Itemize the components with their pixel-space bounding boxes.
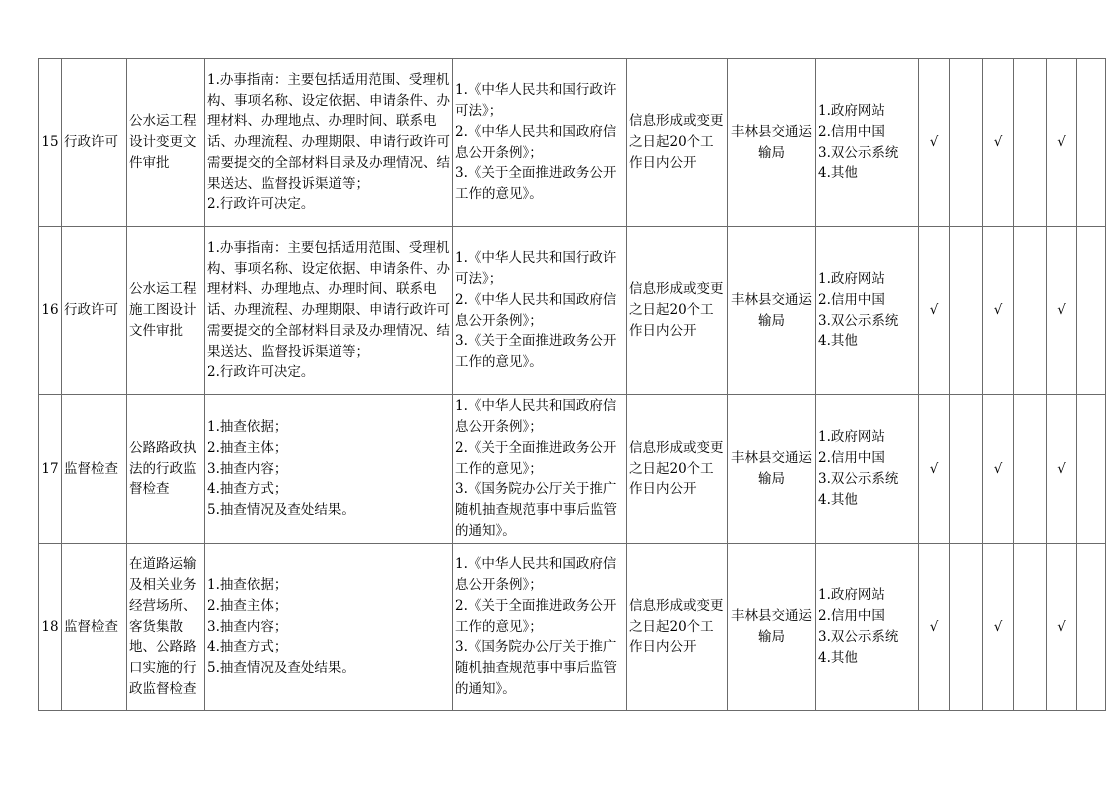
content-cell bbox=[205, 59, 453, 227]
timeline-cell bbox=[627, 59, 728, 227]
channel-line: 1.政府网站 bbox=[818, 270, 885, 287]
content-line: 2.行政许可决定。 bbox=[207, 364, 315, 381]
check-mark-cell bbox=[919, 395, 950, 544]
check-mark-cell bbox=[1077, 395, 1106, 544]
subject-cell bbox=[728, 227, 816, 395]
category-cell bbox=[62, 544, 127, 711]
channel-line: 3.双公示系统 bbox=[818, 471, 899, 487]
basis-cell bbox=[453, 59, 627, 227]
check-mark-cell bbox=[1014, 544, 1047, 711]
check-mark: √ bbox=[929, 302, 939, 319]
channels-cell bbox=[816, 544, 919, 711]
content-cell bbox=[205, 395, 453, 544]
basis-line: 1.《中华人民共和国行政许可法》； bbox=[455, 82, 617, 119]
channel-line: 3.双公示系统 bbox=[818, 144, 899, 161]
check-mark-cell bbox=[950, 395, 983, 544]
content-line: 1.办事指南：主要包括适用范围、受理机构、事项名称、设定依据、申请条件、办理材料、办理地点、办理时间、联系电话、办理流程、办理期限、申请行政许可需要提交的全部材料目录及办理情况、结果送达、监督投诉渠道等； bbox=[207, 239, 450, 360]
category-cell bbox=[62, 59, 127, 227]
channel-line: 2.信用中国 bbox=[818, 450, 885, 467]
category-text: 行政许可 bbox=[64, 302, 118, 319]
item-cell bbox=[127, 227, 205, 395]
row-number: 16 bbox=[41, 302, 59, 319]
channel-line: 3.双公示系统 bbox=[818, 629, 899, 645]
timeline-text: 信息形成或变更之日起20个工作日内公开 bbox=[629, 439, 724, 498]
channel-line: 2.信用中国 bbox=[818, 123, 885, 140]
item-name: 公路路政执法的行政监督检查 bbox=[129, 439, 197, 498]
row-number: 18 bbox=[41, 618, 59, 635]
item-cell bbox=[127, 59, 205, 227]
subject-cell bbox=[728, 59, 816, 227]
check-mark-cell bbox=[983, 544, 1014, 711]
check-mark: √ bbox=[1057, 460, 1066, 477]
check-mark-cell bbox=[1077, 59, 1106, 227]
basis-line: 2.《中华人民共和国政府信息公开条例》； bbox=[455, 291, 617, 329]
row-number-cell bbox=[39, 227, 62, 395]
row-number: 17 bbox=[41, 460, 59, 477]
channel-line: 2.信用中国 bbox=[818, 291, 885, 308]
basis-cell bbox=[453, 227, 627, 395]
content-line: 4.抽查方式； bbox=[207, 481, 288, 498]
check-mark: √ bbox=[1057, 302, 1066, 319]
content-line: 3.抽查内容； bbox=[207, 618, 288, 635]
basis-line: 1.《中华人民共和国行政许可法》； bbox=[455, 250, 617, 287]
table-row bbox=[39, 544, 1106, 711]
channel-line: 3.双公示系统 bbox=[818, 312, 899, 329]
item-cell bbox=[127, 544, 205, 711]
check-mark: √ bbox=[929, 460, 939, 477]
channel-line: 1.政府网站 bbox=[818, 587, 885, 604]
check-mark-cell bbox=[950, 544, 983, 711]
timeline-text: 信息形成或变更之日起20个工作日内公开 bbox=[629, 113, 724, 171]
channels-cell bbox=[816, 395, 919, 544]
content-line: 1.抽查依据； bbox=[207, 577, 288, 593]
channel-line: 4.其他 bbox=[818, 333, 858, 350]
basis-line: 2.《中华人民共和国政府信息公开条例》； bbox=[455, 123, 617, 161]
basis-cell bbox=[453, 544, 627, 711]
check-mark: √ bbox=[993, 134, 1003, 151]
category-cell bbox=[62, 395, 127, 544]
content-line: 2.抽查主体； bbox=[207, 597, 288, 614]
timeline-cell bbox=[627, 395, 728, 544]
check-mark-cell bbox=[1014, 395, 1047, 544]
content-line: 1.抽查依据； bbox=[207, 419, 288, 435]
row-number-cell bbox=[39, 544, 62, 711]
channel-line: 1.政府网站 bbox=[818, 102, 885, 119]
row-number-cell bbox=[39, 395, 62, 544]
subject-text: 丰林县交通运输局 bbox=[731, 291, 812, 329]
check-mark-cell bbox=[1047, 544, 1077, 711]
basis-line: 3.《关于全面推进政务公开工作的意见》。 bbox=[455, 333, 617, 371]
item-cell bbox=[127, 395, 205, 544]
check-mark: √ bbox=[993, 302, 1003, 319]
table-row bbox=[39, 395, 1106, 544]
basis-line: 3.《国务院办公厅关于推广随机抽查规范事中事后监管的通知》。 bbox=[455, 481, 617, 539]
check-mark-cell bbox=[1014, 59, 1047, 227]
check-mark-cell bbox=[983, 59, 1014, 227]
channel-line: 4.其他 bbox=[818, 649, 858, 666]
check-mark-cell bbox=[983, 227, 1014, 395]
timeline-text: 信息形成或变更之日起20个工作日内公开 bbox=[629, 597, 724, 656]
check-mark-cell bbox=[1014, 227, 1047, 395]
channel-line: 4.其他 bbox=[818, 165, 858, 182]
channels-cell bbox=[816, 59, 919, 227]
check-mark-cell bbox=[919, 227, 950, 395]
check-mark: √ bbox=[1057, 134, 1066, 151]
check-mark: √ bbox=[1057, 618, 1066, 635]
check-mark-cell bbox=[919, 544, 950, 711]
check-mark-cell bbox=[1047, 59, 1077, 227]
table-row bbox=[39, 59, 1106, 227]
content-cell bbox=[205, 544, 453, 711]
basis-line: 3.《国务院办公厅关于推广随机抽查规范事中事后监管的通知》。 bbox=[455, 639, 617, 697]
basis-line: 2.《关于全面推进政务公开工作的意见》； bbox=[455, 439, 617, 477]
channels-cell bbox=[816, 227, 919, 395]
basis-line: 1.《中华人民共和国政府信息公开条例》； bbox=[455, 398, 617, 435]
check-mark-cell bbox=[1047, 227, 1077, 395]
item-name: 在道路运输及相关业务经营场所、客货集散地、公路路口实施的行政监督检查 bbox=[129, 556, 197, 697]
check-mark-cell bbox=[1077, 544, 1106, 711]
table-row bbox=[39, 227, 1106, 395]
content-cell bbox=[205, 227, 453, 395]
content-line: 4.抽查方式； bbox=[207, 639, 288, 656]
check-mark-cell bbox=[950, 59, 983, 227]
basis-line: 3.《关于全面推进政务公开工作的意见》。 bbox=[455, 165, 617, 203]
subject-cell bbox=[728, 544, 816, 711]
subject-cell bbox=[728, 395, 816, 544]
check-mark: √ bbox=[929, 618, 939, 635]
content-line: 5.抽查情况及查处结果。 bbox=[207, 502, 355, 519]
subject-text: 丰林县交通运输局 bbox=[731, 608, 812, 645]
check-mark: √ bbox=[929, 134, 939, 151]
check-mark-cell bbox=[983, 395, 1014, 544]
content-line: 1.办事指南：主要包括适用范围、受理机构、事项名称、设定依据、申请条件、办理材料、办理地点、办理时间、联系电话、办理流程、办理期限、申请行政许可需要提交的全部材料目录及办理情况、结果送达、监督投诉渠道等； bbox=[207, 71, 450, 192]
basis-line: 1.《中华人民共和国政府信息公开条例》； bbox=[455, 556, 617, 593]
disclosure-table bbox=[38, 58, 1106, 711]
timeline-cell bbox=[627, 227, 728, 395]
item-name: 公水运工程设计变更文件审批 bbox=[129, 113, 197, 171]
subject-text: 丰林县交通运输局 bbox=[731, 123, 812, 161]
category-text: 监督检查 bbox=[64, 618, 118, 635]
check-mark-cell bbox=[950, 227, 983, 395]
item-name: 公水运工程施工图设计文件审批 bbox=[129, 281, 197, 339]
check-mark: √ bbox=[993, 460, 1003, 477]
content-line: 3.抽查内容； bbox=[207, 460, 288, 477]
row-number: 15 bbox=[41, 134, 59, 151]
category-cell bbox=[62, 227, 127, 395]
row-number-cell bbox=[39, 59, 62, 227]
timeline-cell bbox=[627, 544, 728, 711]
channel-line: 2.信用中国 bbox=[818, 608, 885, 625]
check-mark-cell bbox=[1047, 395, 1077, 544]
content-line: 2.抽查主体； bbox=[207, 439, 288, 456]
basis-cell bbox=[453, 395, 627, 544]
check-mark-cell bbox=[1077, 227, 1106, 395]
category-text: 行政许可 bbox=[64, 134, 118, 151]
content-line: 5.抽查情况及查处结果。 bbox=[207, 660, 355, 677]
category-text: 监督检查 bbox=[64, 460, 118, 477]
check-mark: √ bbox=[993, 618, 1003, 635]
timeline-text: 信息形成或变更之日起20个工作日内公开 bbox=[629, 281, 724, 339]
content-line: 2.行政许可决定。 bbox=[207, 196, 315, 213]
channel-line: 1.政府网站 bbox=[818, 429, 885, 446]
basis-line: 2.《关于全面推进政务公开工作的意见》； bbox=[455, 597, 617, 635]
channel-line: 4.其他 bbox=[818, 491, 858, 508]
subject-text: 丰林县交通运输局 bbox=[731, 450, 812, 487]
check-mark-cell bbox=[919, 59, 950, 227]
